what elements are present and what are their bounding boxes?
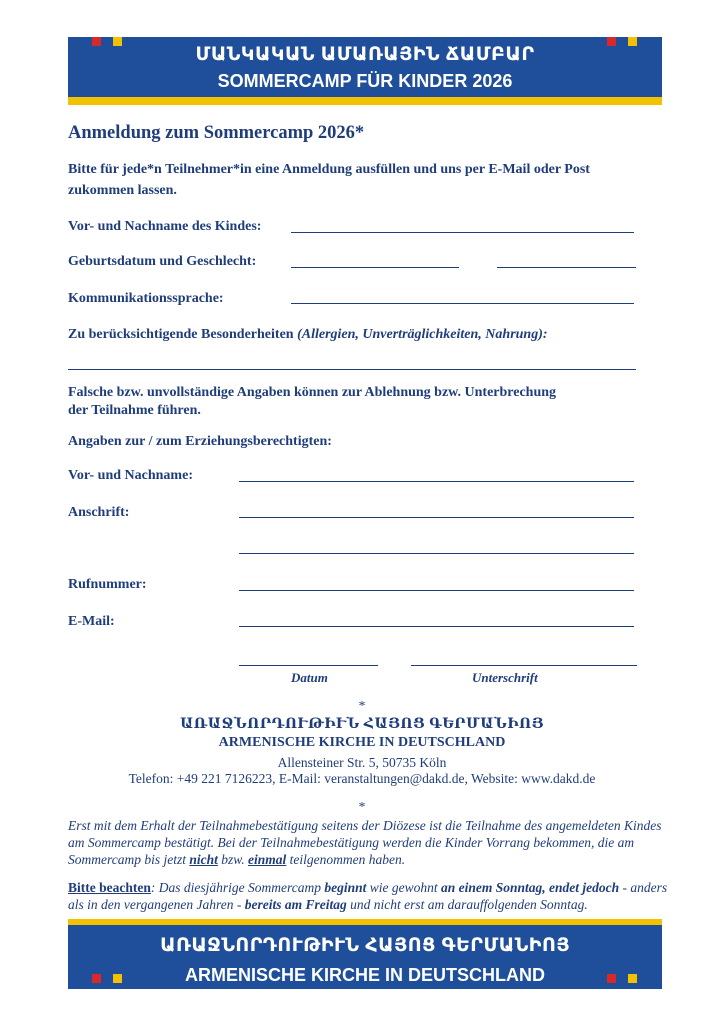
decor-yellow-square — [628, 974, 637, 983]
note-text: bzw. — [217, 852, 249, 867]
church-german-name: ARMENISCHE KIRCHE IN DEUTSCHLAND — [218, 735, 506, 750]
separator-asterisk: * — [358, 799, 366, 814]
header-armenian-title: ՄԱՆԿԱԿԱՆ ԱՄԱՌԱՅԻՆ ՃԱՄԲԱՐ — [195, 44, 535, 65]
confirmation-note — [68, 817, 668, 868]
signature-field[interactable] — [411, 665, 637, 666]
footer-armenian-name: ԱՌԱՋՆՈՐԴՈՒԹԻՒՆ ՀԱՅՈՑ ԳԵՐՄԱՆԻՈՅ — [160, 935, 570, 956]
header-german-title: SOMMERCAMP FÜR KINDER 2026 — [217, 71, 513, 91]
warning-line-1: Falsche bzw. unvollständige Angaben können zur Ablehnung bzw. Unterbrechung — [68, 385, 557, 400]
decor-red-square — [607, 37, 616, 46]
attention-note — [68, 879, 668, 913]
signature-caption: Unterschrift — [472, 670, 538, 685]
decor-red-square — [607, 974, 616, 983]
address-field-line-2[interactable] — [239, 553, 634, 554]
church-address: Allensteiner Str. 5, 50735 Köln — [277, 755, 447, 770]
intro-line-2: zukommen lassen. — [68, 183, 177, 198]
attention-label: Bitte beachten — [68, 880, 151, 895]
email-field[interactable] — [239, 626, 634, 627]
special-needs-field[interactable] — [68, 369, 636, 370]
phone-label: Rufnummer: — [68, 577, 147, 592]
special-needs-text: Zu berücksichtigende Besonderheiten — [68, 327, 294, 342]
note-text: - anders als in den vergangenen Jahren - — [68, 880, 668, 912]
note-emphasis-einmal: einmal — [248, 852, 287, 867]
child-name-label: Vor- und Nachname des Kindes: — [68, 219, 262, 234]
gender-field[interactable] — [497, 267, 636, 268]
decor-yellow-square — [113, 974, 122, 983]
note-text: und nicht erst am darauffolgenden Sonntag. — [346, 897, 588, 912]
separator-asterisk: * — [358, 698, 366, 713]
note-emphasis-nicht: nicht — [189, 852, 218, 867]
address-field-line-1[interactable] — [239, 517, 634, 518]
decor-red-square — [92, 974, 101, 983]
note-emphasis: an einem Sonntag, endet jedoch — [440, 880, 620, 895]
address-label: Anschrift: — [68, 505, 130, 520]
phone-field[interactable] — [239, 590, 634, 591]
church-armenian-name: ԱՌԱՋՆՈՐԴՈՒԹԻՒՆ ՀԱՅՈՑ ԳԵՐՄԱՆԻՈՅ — [180, 717, 544, 732]
decor-yellow-square — [113, 37, 122, 46]
date-field[interactable] — [239, 665, 378, 666]
footer-german-name: ARMENISCHE KIRCHE IN DEUTSCHLAND — [184, 965, 545, 985]
child-name-field[interactable] — [291, 232, 634, 233]
note-text: wie gewohnt — [366, 880, 441, 895]
decor-yellow-square — [628, 37, 637, 46]
note-text: Erst mit dem Erhalt der Teilnahmebestätigung seitens der Diözese ist die Teilnahme des angemeldeten Kindes am Sommercamp bestätigt. Bei der Teilnahmebestätigung werden die Kinder Vorrang bekommen, die am Sommercamp bis jetzt — [68, 818, 662, 867]
birth-gender-label: Geburtsdatum und Geschlecht: — [68, 254, 257, 269]
email-label: E-Mail: — [68, 614, 115, 629]
guardian-name-label: Vor- und Nachname: — [68, 468, 193, 483]
guardian-heading: Angaben zur / zum Erziehungsberechtigten: — [68, 434, 332, 449]
intro-line-1: Bitte für jede*n Teilnehmer*in eine Anmeldung ausfüllen und uns per E-Mail oder Post — [68, 162, 590, 177]
warning-line-2: der Teilnahme führen. — [68, 403, 201, 418]
date-caption: Datum — [291, 670, 328, 685]
language-field[interactable] — [291, 303, 634, 304]
form-title: Anmeldung zum Sommercamp 2026* — [68, 123, 365, 143]
church-contact: Telefon: +49 221 7126223, E-Mail: veranstaltungen@dakd.de, Website: www.dakd.de — [128, 771, 596, 786]
note-emphasis: bereits am Freitag — [244, 897, 347, 912]
special-needs-label — [68, 324, 548, 345]
language-label: Kommunikationssprache: — [68, 291, 224, 306]
guardian-name-field[interactable] — [239, 481, 634, 482]
decor-red-square — [92, 37, 101, 46]
birthdate-field[interactable] — [291, 267, 459, 268]
header-banner — [68, 37, 662, 105]
special-needs-hint: (Allergien, Unverträglichkeiten, Nahrung): — [297, 327, 548, 342]
note-text: : Das diesjährige Sommercamp — [150, 880, 325, 895]
note-text: teilgenommen haben. — [286, 852, 406, 867]
footer-banner — [68, 919, 662, 989]
note-emphasis: beginnt — [324, 880, 367, 895]
